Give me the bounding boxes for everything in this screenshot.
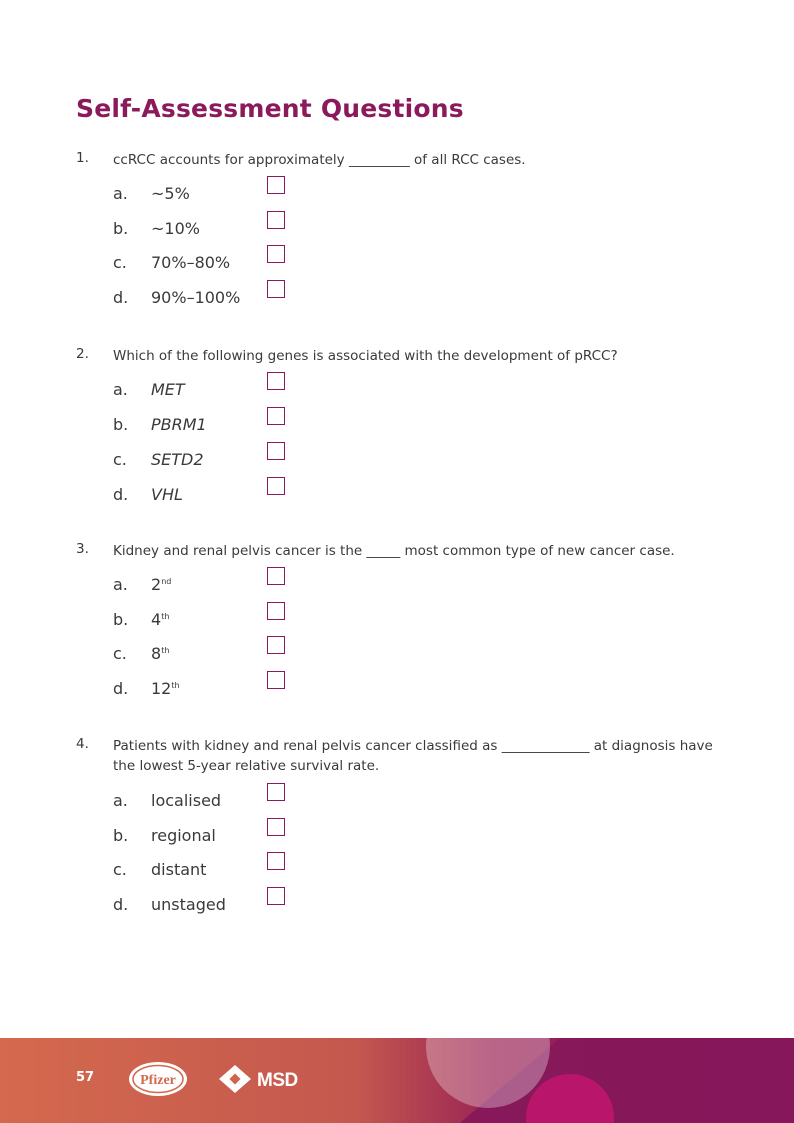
option-1b bbox=[0, 219, 794, 241]
question-text: ccRCC accounts for approximately _________ of all RCC cases. bbox=[113, 152, 526, 168]
checkbox-3b[interactable] bbox=[267, 602, 285, 620]
option-letter: d. bbox=[113, 288, 129, 307]
option-letter: b. bbox=[113, 610, 129, 629]
option-letter: c. bbox=[113, 644, 127, 663]
option-3c bbox=[0, 644, 794, 666]
checkbox-2d[interactable] bbox=[267, 477, 285, 495]
option-letter: a. bbox=[113, 791, 128, 810]
option-text: 12th bbox=[151, 679, 180, 698]
option-text: distant bbox=[151, 860, 207, 879]
question-text: Kidney and renal pelvis cancer is the _____ most common type of new cancer case. bbox=[113, 543, 675, 559]
option-4b bbox=[0, 826, 794, 848]
checkbox-4b[interactable] bbox=[267, 818, 285, 836]
question-number: 1. bbox=[76, 150, 89, 166]
option-text: SETD2 bbox=[151, 450, 204, 469]
option-text: 90%–100% bbox=[151, 288, 241, 307]
svg-text:Pfizer: Pfizer bbox=[140, 1073, 176, 1088]
option-text: VHL bbox=[151, 485, 183, 504]
checkbox-3d[interactable] bbox=[267, 671, 285, 689]
option-text: regional bbox=[151, 826, 216, 845]
option-letter: c. bbox=[113, 253, 127, 272]
question-number: 3. bbox=[76, 541, 89, 557]
checkbox-4c[interactable] bbox=[267, 852, 285, 870]
checkbox-1a[interactable] bbox=[267, 176, 285, 194]
option-3a bbox=[0, 575, 794, 597]
checkbox-2b[interactable] bbox=[267, 407, 285, 425]
option-letter: b. bbox=[113, 219, 129, 238]
checkbox-4a[interactable] bbox=[267, 783, 285, 801]
option-text: unstaged bbox=[151, 895, 226, 914]
checkbox-1c[interactable] bbox=[267, 245, 285, 263]
question-number: 2. bbox=[76, 346, 89, 362]
option-letter: d. bbox=[113, 485, 129, 504]
page-title: Self-Assessment Questions bbox=[76, 94, 464, 123]
option-1a bbox=[0, 184, 794, 206]
checkbox-2c[interactable] bbox=[267, 442, 285, 460]
option-letter: a. bbox=[113, 575, 128, 594]
checkbox-3c[interactable] bbox=[267, 636, 285, 654]
option-letter: a. bbox=[113, 380, 128, 399]
option-text: ~5% bbox=[151, 184, 190, 203]
option-text: ~10% bbox=[151, 219, 200, 238]
option-text: 4th bbox=[151, 610, 170, 629]
checkbox-1b[interactable] bbox=[267, 211, 285, 229]
option-4c bbox=[0, 860, 794, 882]
option-3d bbox=[0, 679, 794, 701]
option-2d bbox=[0, 485, 794, 507]
footer-background bbox=[0, 1038, 794, 1123]
option-text: 2nd bbox=[151, 575, 172, 594]
option-letter: d. bbox=[113, 679, 129, 698]
option-2a bbox=[0, 380, 794, 402]
msd-logo-icon bbox=[218, 1064, 252, 1094]
option-letter: c. bbox=[113, 860, 127, 879]
option-letter: d. bbox=[113, 895, 129, 914]
msd-logo-text: MSD bbox=[257, 1070, 298, 1091]
option-2b bbox=[0, 415, 794, 437]
option-letter: a. bbox=[113, 184, 128, 203]
option-4d bbox=[0, 895, 794, 917]
option-letter: b. bbox=[113, 826, 129, 845]
option-1d bbox=[0, 288, 794, 310]
footer-band bbox=[0, 1038, 794, 1123]
checkbox-2a[interactable] bbox=[267, 372, 285, 390]
checkbox-4d[interactable] bbox=[267, 887, 285, 905]
checkbox-1d[interactable] bbox=[267, 280, 285, 298]
pfizer-logo bbox=[127, 1060, 189, 1098]
option-text: MET bbox=[151, 380, 185, 399]
option-text: PBRM1 bbox=[151, 415, 207, 434]
option-3b bbox=[0, 610, 794, 632]
option-text: localised bbox=[151, 791, 222, 810]
option-letter: c. bbox=[113, 450, 127, 469]
option-2c bbox=[0, 450, 794, 472]
question-number: 4. bbox=[76, 736, 89, 752]
option-1c bbox=[0, 253, 794, 275]
option-4a bbox=[0, 791, 794, 813]
option-text: 70%–80% bbox=[151, 253, 231, 272]
checkbox-3a[interactable] bbox=[267, 567, 285, 585]
question-text: Patients with kidney and renal pelvis cancer classified as _____________ at diagnosis have the lowest 5-year relative survival rate. bbox=[113, 738, 713, 774]
page-number: 57 bbox=[76, 1070, 95, 1085]
option-text: 8th bbox=[151, 644, 170, 663]
question-text: Which of the following genes is associated with the development of pRCC? bbox=[113, 348, 618, 364]
option-letter: b. bbox=[113, 415, 129, 434]
